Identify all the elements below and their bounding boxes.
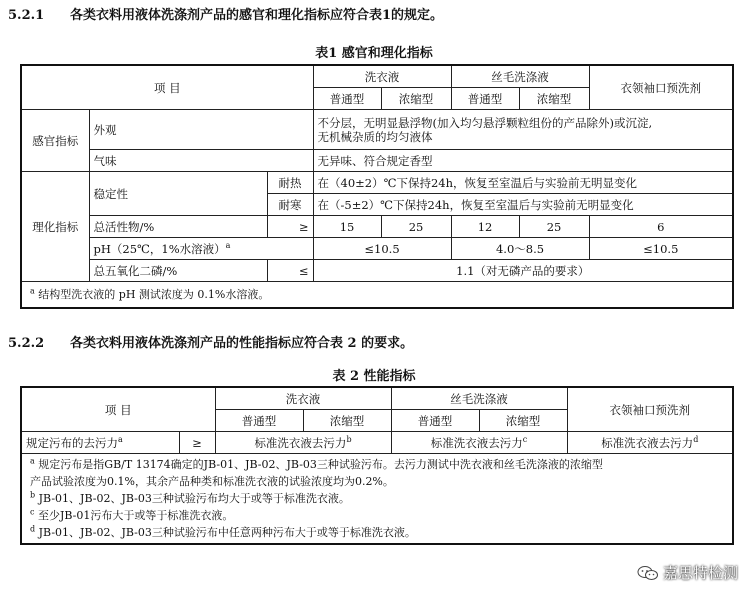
t2-row-label <box>21 432 179 454</box>
t1-odor-label: 气味 <box>89 150 313 172</box>
t1-sensory-group: 感官指标 <box>21 110 89 172</box>
t1-odor-value: 无异味、符合规定香型 <box>313 150 733 172</box>
t1-ph-collar: ≤10.5 <box>589 238 733 260</box>
t2-note-a-mark: a <box>30 456 35 466</box>
t2-note-d-mark: d <box>30 524 36 534</box>
t1-ph-laundry: ≤10.5 <box>313 238 451 260</box>
t2-header-wool-normal: 普通型 <box>391 410 479 432</box>
t1-heat-label: 耐热 <box>267 172 313 194</box>
t1-footnote-mark: a <box>30 286 35 296</box>
t2-row-laundry-mark: b <box>346 434 352 444</box>
watermark <box>637 562 738 583</box>
t1-header-laundry: 洗衣液 <box>313 65 451 88</box>
t1-appearance-value <box>313 110 733 150</box>
t1-header-wool-concentrated: 浓缩型 <box>519 88 589 110</box>
t1-active-laundry-concentrated: 25 <box>381 216 451 238</box>
t2-row-label-mark: a <box>118 434 123 444</box>
t1-cold-label: 耐寒 <box>267 194 313 216</box>
t2-row-collar <box>567 432 733 454</box>
t2-row-wool <box>391 432 567 454</box>
t2-note-b-mark: b <box>30 490 36 500</box>
t2-note-c <box>30 507 724 524</box>
t1-header-wool-normal: 普通型 <box>451 88 519 110</box>
t2-note-a-text1: 规定污布是指GB/T 13174确定的JB-01、JB-02、JB-03三种试验污布。去污力测试中洗衣液和丝毛洗涤液的浓缩型 <box>38 458 603 471</box>
t1-header-collar: 衣领袖口预洗剂 <box>589 65 733 110</box>
t2-row-wool-text: 标准洗衣液去污力 <box>430 435 523 450</box>
t1-ph-note-mark: a <box>225 240 231 250</box>
t1-p2o5-op: ≤ <box>267 260 313 282</box>
t2-note-a-line2: 产品试验浓度为0.1%，其余产品种类和标准洗衣液的试验浓度均为0.2%。 <box>30 475 394 488</box>
table1 <box>20 64 734 309</box>
section-number: 5.2.1 <box>8 8 45 23</box>
t2-row-collar-text: 标准洗衣液去污力 <box>601 435 694 450</box>
wechat-icon <box>637 565 659 581</box>
t1-active-label: 总活性物/% <box>89 216 267 238</box>
t1-active-laundry-normal: 15 <box>313 216 381 238</box>
t1-active-op: ≥ <box>267 216 313 238</box>
t1-stability-label: 稳定性 <box>89 172 267 216</box>
t1-header-laundry-concentrated: 浓缩型 <box>381 88 451 110</box>
section-number: 5.2.2 <box>8 336 45 351</box>
t2-note-b-text: JB-01、JB-02、JB-03三种试验污布均大于或等于标准洗衣液。 <box>38 492 350 505</box>
t2-row-wool-mark: c <box>522 434 528 444</box>
t1-header-laundry-normal: 普通型 <box>313 88 381 110</box>
t1-active-collar: 6 <box>589 216 733 238</box>
t2-header-wool: 丝毛洗涤液 <box>391 387 567 410</box>
section-text: 各类衣料用液体洗涤剂产品的性能指标应符合表 2 的要求。 <box>70 336 414 351</box>
t2-row-label-text: 规定污布的去污力 <box>26 435 118 450</box>
t2-notes <box>21 454 733 545</box>
t1-appearance-line2: 无机械杂质的均匀液体 <box>317 129 433 144</box>
t1-footnote <box>21 282 733 309</box>
t1-ph-wool: 4.0～8.5 <box>451 238 589 260</box>
t1-active-wool-normal: 12 <box>451 216 519 238</box>
t1-ph-label-text: pH（25℃，1%水溶液） <box>93 241 226 256</box>
section-heading-5-2-2 <box>8 332 413 351</box>
t2-row-op: ≥ <box>179 432 215 454</box>
t2-header-laundry-concentrated: 浓缩型 <box>303 410 391 432</box>
t1-appearance-label: 外观 <box>89 110 313 150</box>
t1-physchem-group: 理化指标 <box>21 172 89 282</box>
t1-heat-value: 在（40±2）℃下保持24h，恢复至室温后与实验前无明显变化 <box>313 172 733 194</box>
t2-header-item: 项 目 <box>21 387 215 432</box>
t2-note-d <box>30 524 724 541</box>
t1-appearance-line1: 不分层，无明显悬浮物(加入均匀悬浮颗粒组份的产品除外)或沉淀, <box>317 115 653 130</box>
t2-note-d-text: JB-01、JB-02、JB-03三种试验污布中任意两种污布大于或等于标准洗衣液。 <box>38 526 416 539</box>
t1-cold-value: 在（-5±2）℃下保持24h，恢复至室温后与实验前无明显变化 <box>313 194 733 216</box>
t1-footnote-text: 结构型洗衣液的 pH 测试浓度为 0.1%水溶液。 <box>38 288 270 301</box>
t2-note-b <box>30 490 724 507</box>
t1-active-wool-concentrated: 25 <box>519 216 589 238</box>
table1-caption: 表1 感官和理化指标 <box>315 46 433 61</box>
t2-header-wool-concentrated: 浓缩型 <box>479 410 567 432</box>
table2 <box>20 386 734 545</box>
t2-row-laundry-text: 标准洗衣液去污力 <box>254 435 347 450</box>
t2-header-laundry-normal: 普通型 <box>215 410 303 432</box>
t2-row-laundry <box>215 432 391 454</box>
t2-row-collar-mark: d <box>693 434 699 444</box>
t2-note-c-mark: c <box>30 507 35 517</box>
table2-caption: 表 2 性能指标 <box>332 369 416 384</box>
t2-note-a-line1 <box>30 456 724 473</box>
section-heading-5-2-1 <box>8 4 443 23</box>
section-text: 各类衣料用液体洗涤剂产品的感官和理化指标应符合表1的规定。 <box>70 8 444 23</box>
watermark-text: 嘉思特检测 <box>662 564 738 582</box>
t2-header-laundry: 洗衣液 <box>215 387 391 410</box>
t2-note-c-text: 至少JB-01污布大于或等于标准洗衣液。 <box>37 509 234 522</box>
t2-header-collar: 衣领袖口预洗剂 <box>567 387 733 432</box>
t1-p2o5-label: 总五氧化二磷/% <box>89 260 267 282</box>
t1-p2o5-value: 1.1（对无磷产品的要求） <box>313 260 733 282</box>
t1-ph-label <box>89 238 313 260</box>
t1-header-item: 项 目 <box>21 65 313 110</box>
t1-header-wool: 丝毛洗涤液 <box>451 65 589 88</box>
